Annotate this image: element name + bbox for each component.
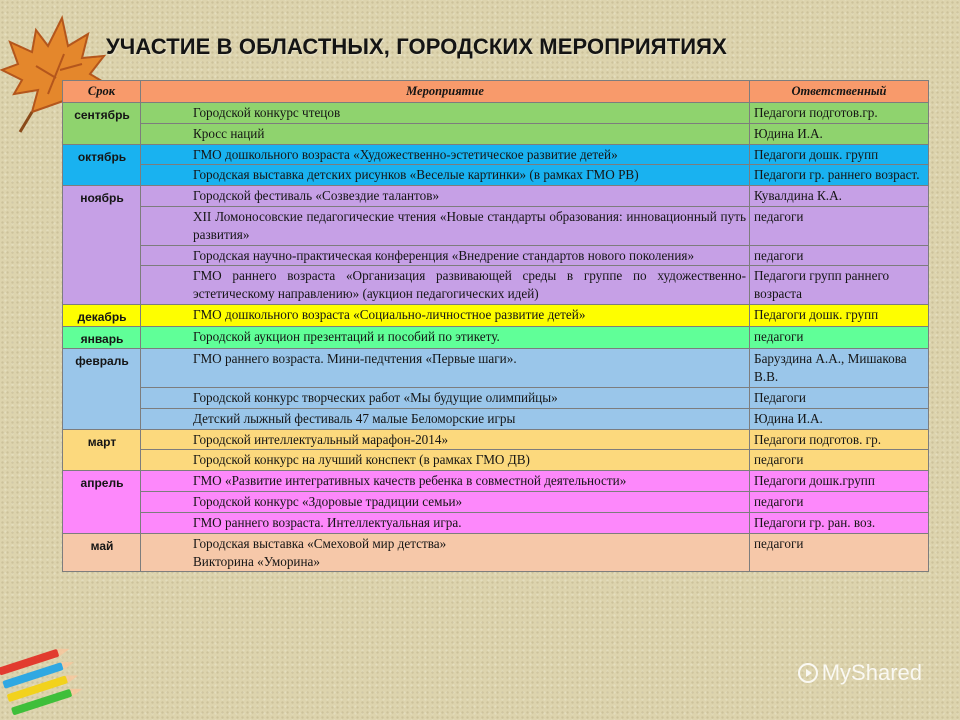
event-text: Городской конкурс чтецов [193,104,341,120]
play-icon [798,663,818,683]
table-body [63,102,929,571]
month-cell: октябрь [63,144,141,186]
responsible-cell: Педагоги подготов. гр. [750,429,929,450]
event-text: ГМО раннего возраста. Интеллектуальная игра. [193,514,462,530]
responsible-cell: Педагоги групп раннего возраста [750,266,929,305]
event-cell [141,349,750,388]
table-row [63,144,929,165]
table-row [63,206,929,245]
responsible-cell: Педагоги [750,388,929,409]
event-text: Городской конкурс творческих работ «Мы будущие олимпийцы» [193,390,558,405]
table-row [63,165,929,186]
event-text: ГМО «Развитие интегративных качеств ребенка в совместной деятельности» [193,473,627,489]
table-row [63,186,929,207]
header-event: Мероприятие [141,81,750,103]
table-header-row [63,81,929,103]
event-text: ГМО раннего возраста. Мини-педчтения «Первые шаги». [193,351,517,367]
month-cell: февраль [63,349,141,429]
event-text: ГМО дошкольного возраста «Социально-личностное развитие детей» [193,307,586,322]
responsible-cell: Юдина И.А. [750,408,929,429]
table-row [63,327,929,349]
table-row [63,492,929,513]
month-cell: сентябрь [63,102,141,144]
event-text: Городской аукцион презентаций и пособий по этикету. [193,329,500,345]
watermark-text: MyShared [821,660,922,685]
event-text-line-2: Викторина «Уморина» [193,553,320,569]
table-row [63,450,929,471]
watermark [798,660,922,686]
event-cell [141,512,750,533]
month-cell: март [63,429,141,471]
table-row [63,533,929,572]
event-text: ГМО раннего возраста «Организация развивающей среды в группе по художественно-эстетическому направлению» (аукцион педагогических идей) [193,268,746,302]
responsible-cell: Педагоги дошк.групп [750,471,929,492]
responsible-cell: Педагоги дошк. групп [750,144,929,165]
responsible-cell: педагоги [750,450,929,471]
event-text: Кросс наций [193,125,265,141]
event-cell [141,492,750,513]
event-text: Городской конкурс «Здоровые традиции семьи» [193,494,463,510]
table-row [63,471,929,492]
table-row [63,349,929,388]
event-cell [141,429,750,450]
event-text: Городской конкурс на лучший конспект (в рамках ГМО ДВ) [193,452,530,468]
responsible-cell: Баруздина А.А., Мишакова В.В. [750,349,929,388]
table-row [63,512,929,533]
event-cell [141,144,750,165]
table-row [63,245,929,266]
event-cell [141,388,750,409]
event-text: XII Ломоносовские педагогические чтения «Новые стандарты образования: инновационный путь развития» [193,208,746,242]
event-cell [141,102,750,123]
event-cell [141,471,750,492]
responsible-cell: Педагоги гр. раннего возраст. [750,165,929,186]
event-text: Городская выставка «Смеховой мир детства» [193,535,447,551]
events-table [62,80,929,572]
table-row [63,123,929,144]
responsible-cell: Педагоги гр. ран. воз. [750,512,929,533]
header-term: Срок [63,81,141,103]
event-cell [141,327,750,349]
event-text: Городской фестиваль «Созвездие талантов» [193,188,440,204]
month-cell: май [63,533,141,572]
event-cell [141,450,750,471]
responsible-cell: педагоги [750,327,929,349]
event-cell [141,123,750,144]
table-row [63,266,929,305]
event-text: Городская выставка детских рисунков «Веселые картинки» (в рамках ГМО РВ) [193,167,639,183]
responsible-cell: Юдина И.А. [750,123,929,144]
month-cell: апрель [63,471,141,533]
responsible-cell: Педагоги подготов.гр. [750,102,929,123]
month-cell: декабрь [63,305,141,327]
event-text: Детский лыжный фестиваль 47 малые Беломорские игры [193,410,516,426]
responsible-cell: педагоги [750,492,929,513]
table-row [63,388,929,409]
event-text: Городской интеллектуальный марафон-2014» [193,431,449,447]
month-cell: январь [63,327,141,349]
event-cell [141,408,750,429]
event-cell [141,206,750,245]
table-row [63,305,929,327]
event-text: ГМО дошкольного возраста «Художественно-эстетическое развитие детей» [193,146,618,162]
responsible-cell: педагоги [750,533,929,572]
event-cell [141,266,750,305]
slide-title: УЧАСТИЕ В ОБЛАСТНЫХ, ГОРОДСКИХ МЕРОПРИЯТИЯХ [106,34,727,59]
event-cell [141,186,750,207]
event-cell [141,305,750,327]
event-cell [141,165,750,186]
month-cell: ноябрь [63,186,141,305]
responsible-cell: Кувалдина К.А. [750,186,929,207]
crayons-decoration [0,640,90,720]
event-text: Городская научно-практическая конференция «Внедрение стандартов нового поколения» [193,247,695,263]
table-row [63,408,929,429]
table-row [63,102,929,123]
header-responsible: Ответственный [750,81,929,103]
responsible-cell: педагоги [750,245,929,266]
event-cell [141,245,750,266]
table-row [63,429,929,450]
event-cell [141,533,750,572]
responsible-cell: педагоги [750,206,929,245]
responsible-cell: Педагоги дошк. групп [750,305,929,327]
